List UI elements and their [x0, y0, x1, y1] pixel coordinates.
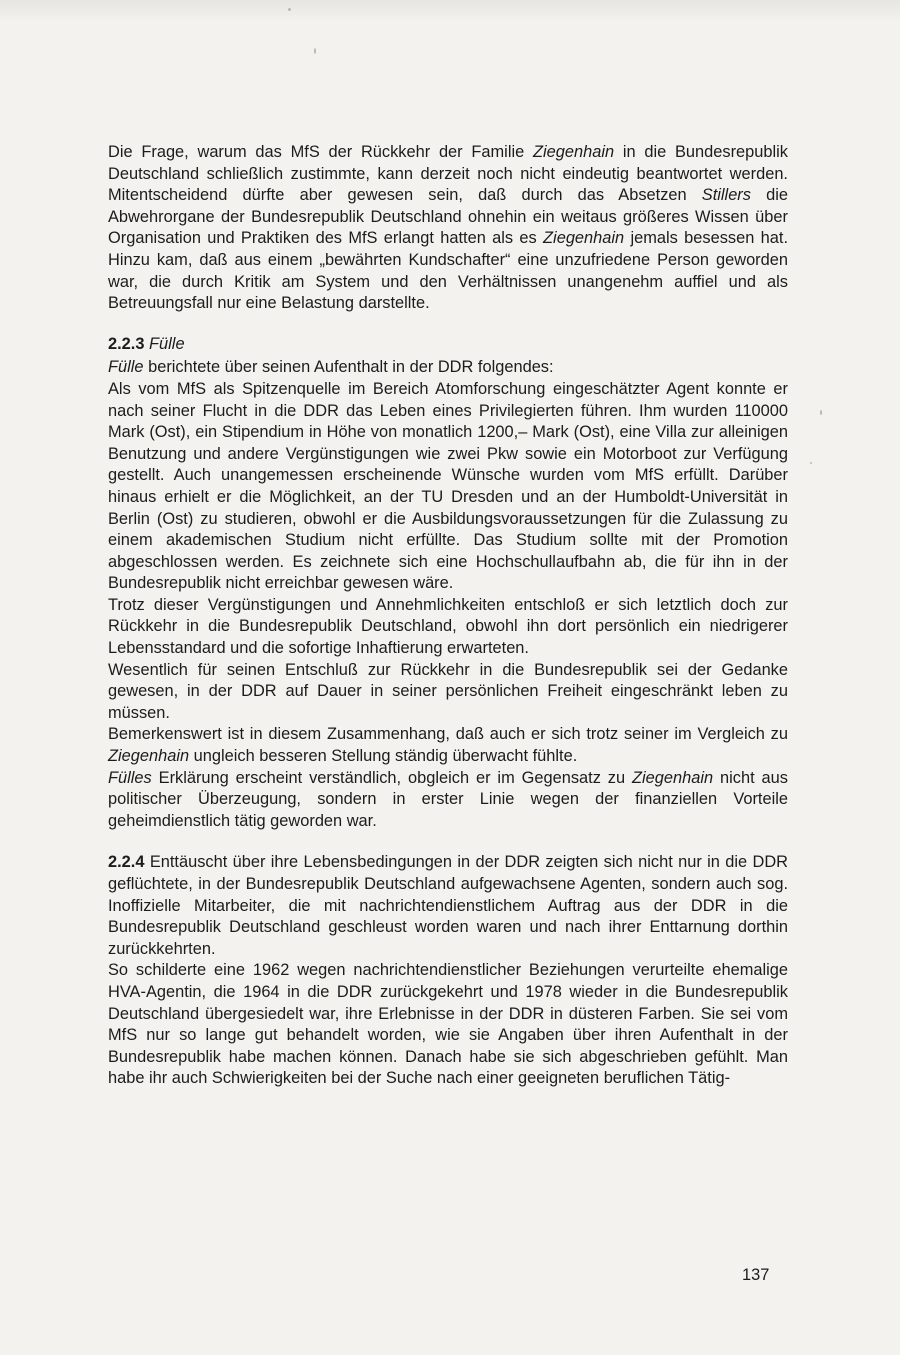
paragraph [108, 595, 788, 660]
italic-text: Ziegenhain [532, 143, 615, 161]
paragraph [108, 852, 788, 960]
paragraph [108, 379, 788, 595]
italic-text: Ziegenhain [108, 747, 190, 766]
page-number: 137 [742, 1266, 770, 1284]
text-run: Erklärung erscheint verständlich, obgleich er im Gegensatz zu [151, 768, 633, 787]
document-page [108, 142, 788, 1090]
scan-speck [810, 462, 812, 464]
italic-text: Ziegenhain [543, 229, 625, 248]
italic-text: Fülles [108, 768, 152, 787]
text-run: Die Frage, warum das MfS der Rückkehr der Familie [108, 143, 533, 161]
text-run: Wesentlich für seinen Entschluß zur Rückkehr in die Bundesrepublik sei der Gedanke gewesen, in der DDR auf Dauer in seiner persönlichen Freiheit eingeschränkt leben zu müssen. [108, 660, 788, 722]
paragraph [108, 142, 788, 315]
text-run: in die Bundesrepublik Deutschland schließlich zustimmte, kann derzeit noch nicht eindeutig beantwortet werden. Mitentscheidend dürfte aber gewesen sein, daß durch das Absetzen [108, 143, 788, 205]
italic-text: Stillers [701, 186, 751, 205]
text-run: Als vom MfS als Spitzenquelle im Bereich Atomforschung eingeschätzter Agent konnte er nach seiner Flucht in die DDR das Leben eines Privilegierten führen. Ihm wurden 110000 Mark (Ost), ein Stipendium in Höhe von monatlich 1200,– Mark (Ost), eine Villa zur alleinigen Benutzung und andere Vergünstigungen wie zwei Pkw sowie ein Motorboot zur Verfügung gestellt. Auch unangemessen erscheinende Wünsche wurden vom MfS erfüllt. Darüber hinaus erhielt er die Möglichkeit, an der TU Dresden und an der Humboldt-Universität in Berlin (Ost) zu studieren, obwohl er die Ausbildungsvoraussetzungen für die Zulassung zu einem akademischen Studium nicht erfüllte. Das Studium sollte mit der Promotion abgeschlossen werden. Es zeichnete sich eine Hochschullaufbahn ab, die für ihn in der Bundesrepublik nicht erreichbar gewesen wäre. [108, 379, 788, 593]
text-run: Bemerkenswert ist in diesem Zusammenhang, daß auch er sich trotz seiner im Vergleich zu [108, 725, 788, 744]
text-run: die Abwehrorgane der Bundesrepublik Deutschland ohnehin ein weitaus größeres Wissen über Organisation und Praktiken des MfS erlangt hatten als es [108, 186, 788, 248]
italic-text: Fülle [108, 358, 144, 377]
text-run: So schilderte eine 1962 wegen nachrichtendienstlicher Beziehungen verurteilte ehemalige HVA-Agentin, die 1964 in die DDR zurückgekehrt und 1978 wieder in die Bundesrepublik Deutschland übergesiedelt war, ihre Erlebnisse in der DDR in düsteren Farben. Sie sei vom MfS nur so lange gut behandelt worden, wie sie Angaben über ihren Aufenthalt in der Bundesrepublik habe machen können. Danach habe sie sich abgeschrieben gefühlt. Man habe ihr auch Schwierigkeiten bei der Suche nach einer geeigneten beruflichen Tätig- [108, 961, 788, 1088]
text-run: jemals besessen hat. Hinzu kam, daß aus einem „bewährten Kundschafter“ eine unzufriedene Person geworden war, die durch Kritik am System und den Verhältnissen unangenehm auffiel und als Betreuungsfall nur eine Belastung darstellte. [108, 229, 788, 313]
paragraph [108, 960, 788, 1090]
text-run: nicht aus politischer Überzeugung, sondern in erster Linie wegen der finanziellen Vorteile geheimdienstlich tätig geworden war. [108, 768, 788, 830]
section-number: 2.2.3 [108, 334, 145, 353]
italic-text: Ziegenhain [632, 768, 714, 787]
text-run: Trotz dieser Vergünstigungen und Annehmlichkeiten entschloß er sich letztlich doch zur Rückkehr in die Bundesrepublik Deutschland, obwohl ihn dort persönlich ein niedrigerer Lebensstandard und die sofortige Inhaftierung erwarteten. [108, 595, 788, 658]
scan-speck [314, 48, 316, 54]
text-run: ungleich besseren Stellung ständig überwacht fühlte. [189, 747, 578, 766]
section-number: 2.2.4 [108, 853, 145, 872]
paragraph [108, 357, 788, 379]
italic-text: Fülle [149, 334, 185, 353]
text-run: Enttäuscht über ihre Lebensbedingungen in der DDR zeigten sich nicht nur in die DDR geflüchtete, in der Bundesrepublik Deutschland aufgewachsene Agenten, sondern auch sog. Inoffizielle Mitarbeiter, die mit nachrichtendienstlichem Auftrag aus der DDR in die Bundesrepublik Deutschland geschleust worden waren und nach ihrer Enttarnung dorthin zurückkehrten. [108, 853, 788, 958]
text-run: berichtete über seinen Aufenthalt in der DDR folgendes: [143, 358, 554, 377]
scan-speck [820, 410, 822, 415]
paragraph [108, 660, 788, 725]
scan-top-shadow [0, 0, 900, 22]
section-heading [108, 334, 788, 356]
paragraph [108, 724, 788, 767]
paragraph [108, 768, 788, 833]
scan-speck [288, 8, 291, 11]
